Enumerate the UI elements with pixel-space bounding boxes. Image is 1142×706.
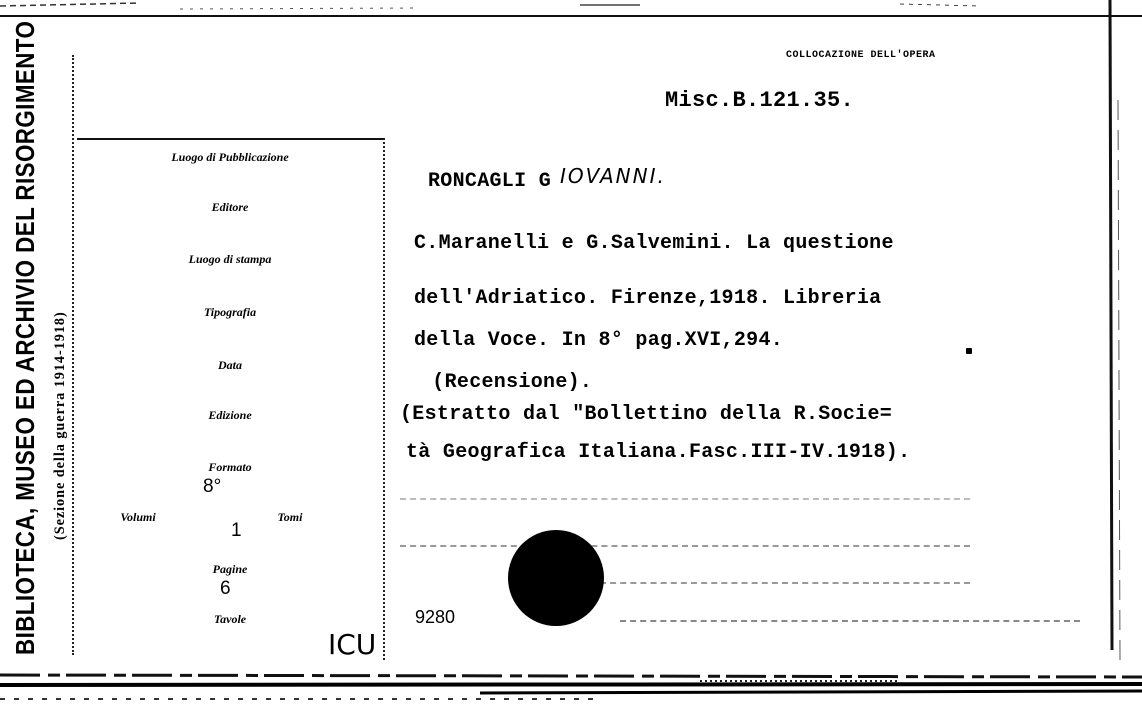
label-pagine: Pagine xyxy=(212,562,248,576)
label-tavole: Tavole xyxy=(213,612,247,626)
label-tipografia: Tipografia xyxy=(203,305,257,319)
label-formato: Formato xyxy=(208,460,252,474)
institution-section: (Sezione della guerra 1914-1918) xyxy=(52,311,68,540)
label-luogo-pubblicazione: Luogo di Pubblicazione xyxy=(171,150,289,164)
collocazione-label: COLLOCAZIONE DELL'OPERA xyxy=(786,50,936,61)
label-luogo-stampa: Luogo di stampa xyxy=(188,252,272,266)
guide-row-2 xyxy=(400,545,970,547)
inventory-number: 9280 xyxy=(415,607,456,627)
left-dotted-rule xyxy=(72,55,74,655)
guide-row-4 xyxy=(620,620,1080,622)
description-line-5: (Estratto dal "Bollettino della R.Socie= xyxy=(400,403,893,426)
label-data: Data xyxy=(218,358,242,372)
guide-row-1 xyxy=(400,498,970,500)
institution-name: BIBLIOTECA, MUSEO ED ARCHIVIO DEL RISORGIMENTO xyxy=(10,20,40,656)
scan-top-edge xyxy=(0,0,1142,22)
value-volumi: 1 xyxy=(231,520,242,541)
label-editore: Editore xyxy=(211,200,249,214)
bibliographic-form xyxy=(77,138,385,660)
scan-right-edge xyxy=(1090,0,1142,706)
label-edizione: Edizione xyxy=(208,408,252,422)
handwritten-mark: ICU xyxy=(328,628,377,661)
author-typed: RONCAGLI G xyxy=(428,170,552,193)
description-line-4: (Recensione). xyxy=(420,371,593,394)
institution-stamp xyxy=(0,0,80,660)
description-line-6: tà Geografica Italiana.Fasc.III-IV.1918). xyxy=(406,441,911,464)
description-line-1: C.Maranelli e G.Salvemini. La questione xyxy=(414,232,894,255)
scan-bottom-edge xyxy=(0,655,1142,706)
label-tomi: Tomi xyxy=(277,510,303,524)
punch-hole xyxy=(508,530,604,626)
value-formato: 8° xyxy=(203,476,222,497)
author-handwritten: IOVANNI. xyxy=(560,164,666,188)
value-pagine: 6 xyxy=(220,578,231,599)
guide-row-3 xyxy=(600,582,970,584)
label-volumi: Volumi xyxy=(120,510,156,524)
shelfmark: Misc.B.121.35. xyxy=(665,88,855,113)
ink-dot xyxy=(966,348,972,354)
description-line-3: della Voce. In 8° pag.XVI,294. xyxy=(414,329,784,352)
description-line-2: dell'Adriatico. Firenze,1918. Libreria xyxy=(414,287,882,310)
